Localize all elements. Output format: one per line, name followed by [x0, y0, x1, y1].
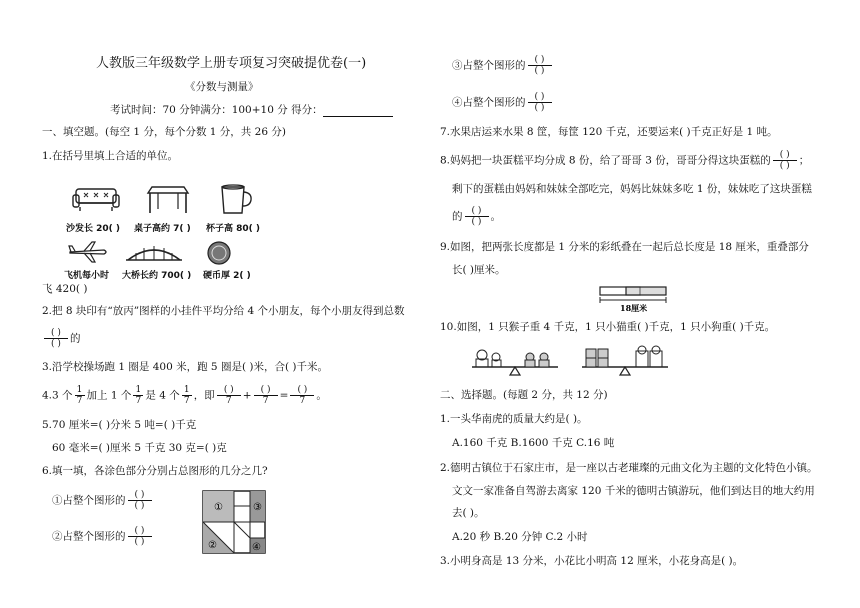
question-3: 3.沿学校操场跑 1 圈是 400 米，跑 5 圈是( )米，合( )千米。: [42, 361, 329, 373]
choice-2-line1: 2.德明古镇位于石家庄市，是一座以古老璀璨的元曲文化为主题的文化特色小镇。: [440, 462, 818, 474]
table-label: 桌子高约 7( ): [134, 224, 191, 234]
score-blank[interactable]: [323, 106, 393, 117]
choice-3: 3.小明身高是 13 分米，小花比小明高 12 厘米，小花身高是( )。: [440, 555, 744, 567]
exam-info-text: 考试时间：70 分钟满分：100+10 分 得分：: [110, 104, 323, 116]
cup-icon: [218, 183, 254, 215]
question-6-3: ③占整个图形的 $\frac{( )}{( )}$: [452, 55, 554, 76]
grid-label-1: ①: [214, 502, 223, 513]
grid-label-2: ②: [208, 540, 217, 551]
balance-scale-cat-dog: [580, 343, 670, 377]
question-2-line2: $\frac{( )}{( )}$ 的: [42, 328, 81, 349]
section-2-title: 二、选择题。(每题 2 分，共 12 分): [440, 389, 608, 401]
page-subtitle: 《分数与测量》: [185, 81, 259, 93]
shaded-square-diagram: [202, 490, 266, 554]
question-6-4: ④占整个图形的 $\frac{( )}{( )}$: [452, 92, 554, 113]
sofa-label: 沙发长 20( ): [66, 224, 121, 234]
balance-scale-monkey-cat: [470, 345, 560, 377]
choice-2-line3: 去( )。: [452, 507, 485, 519]
coin-icon: [206, 240, 232, 266]
question-8-line1: 8.妈妈把一块蛋糕平均分成 8 份，给了哥哥 3 份，哥哥分得这块蛋糕的 $\frac{( )}{( )}$ ；: [440, 150, 810, 171]
grid-label-4: ④: [252, 542, 261, 553]
question-1: 1.在括号里填上合适的单位。: [42, 150, 179, 162]
fraction-blank[interactable]: $\frac{( )}{( )}$: [128, 526, 152, 547]
plane-label: 飞机每小时: [64, 271, 110, 281]
exam-info: [110, 103, 393, 117]
fraction-blank[interactable]: $\frac{( )}{( )}$: [44, 328, 68, 349]
section-1-title: 一、填空题。(每空 1 分，每个分数 1 分，共 26 分): [42, 126, 286, 138]
strip-length-label: 18厘米: [620, 303, 648, 313]
fraction-blank[interactable]: $\frac{( )}{( )}$: [528, 92, 552, 113]
fraction-blank[interactable]: $\frac{( )}{( )}$: [773, 150, 797, 171]
paper-strip-diagram: [598, 284, 670, 314]
question-8-line2: 剩下的蛋糕由妈妈和妹妹全部吃完，妈妈比妹妹多吃 1 份，妹妹吃了这块蛋糕: [452, 183, 812, 195]
table-icon: [146, 183, 190, 215]
choice-1-options[interactable]: A.160 千克 B.1600 千克 C.16 吨: [452, 437, 615, 449]
question-6: 6.填一填，各涂色部分分别占总图形的几分之几?: [42, 465, 268, 477]
question-9-line1: 9.如图，把两张长度都是 1 分米的彩纸叠在一起后总长度是 18 厘米，重叠部分: [440, 241, 809, 253]
sofa-icon: [72, 185, 120, 213]
bridge-icon: [126, 240, 182, 266]
question-9-line2: 长( )厘米。: [452, 264, 506, 276]
choice-1: 1.一头华南虎的质量大约是( )。: [440, 413, 588, 425]
question-8-line3: 的 $\frac{( )}{( )}$ 。: [452, 206, 501, 227]
bridge-label: 大桥长约 700( ): [122, 271, 192, 281]
fraction-blank[interactable]: $\frac{( )}{( )}$: [128, 490, 152, 511]
choice-2-options[interactable]: A.20 秒 B.20 分钟 C.2 小时: [452, 531, 588, 543]
coin-label: 硬币厚 2( ): [203, 271, 251, 281]
question-6-2: ②占整个图形的 $\frac{( )}{( )}$: [52, 526, 154, 547]
question-7: 7.水果店运来水果 8 筐，每筐 120 千克，还要运来( )千克正好是 1 吨。: [440, 126, 778, 138]
airplane-icon: [68, 240, 108, 264]
question-10: 10.如图，1 只猴子重 4 千克，1 只小猫重( )千克，1 只小狗重( )千克。: [440, 321, 776, 333]
question-2-line1: 2.把 8 块印有“放丙”图样的小挂件平均分给 4 个小朋友，每个小朋友得到总数: [42, 305, 405, 317]
page-title: 人教版三年级数学上册专项复习突破提优卷(一): [96, 56, 367, 71]
grid-label-3: ③: [253, 502, 262, 513]
cup-label: 杯子高 80( ): [206, 224, 261, 234]
question-1-tail: 飞 420( ): [42, 283, 88, 295]
question-5-line2: 60 毫米=( )厘米 5 千克 30 克=( )克: [52, 442, 227, 454]
question-4: 4.3 个 $\frac{1}{7}$ 加上 1 个 $\frac{1}{7}$ 是 4 个 $\frac{1}{7}$ ，即 $\frac{( )}{7}$ + $\frac{( )}{7}$ = $\frac{( )}{7}$ 。: [42, 385, 327, 406]
fraction-blank[interactable]: $\frac{( )}{( )}$: [528, 55, 552, 76]
question-6-1: ①占整个图形的 $\frac{( )}{( )}$: [52, 490, 154, 511]
fraction-blank[interactable]: $\frac{( )}{7}$: [254, 385, 278, 406]
fraction-blank[interactable]: $\frac{( )}{7}$: [217, 385, 241, 406]
choice-2-line2: 文文一家准备自驾游去离家 120 千米的德明古镇游玩，他们到达目的地大约用: [452, 485, 815, 497]
fraction-blank[interactable]: $\frac{( )}{7}$: [290, 385, 314, 406]
question-5-line1: 5.70 厘米=( )分米 5 吨=( )千克: [42, 419, 197, 431]
fraction-blank[interactable]: $\frac{( )}{( )}$: [465, 206, 489, 227]
